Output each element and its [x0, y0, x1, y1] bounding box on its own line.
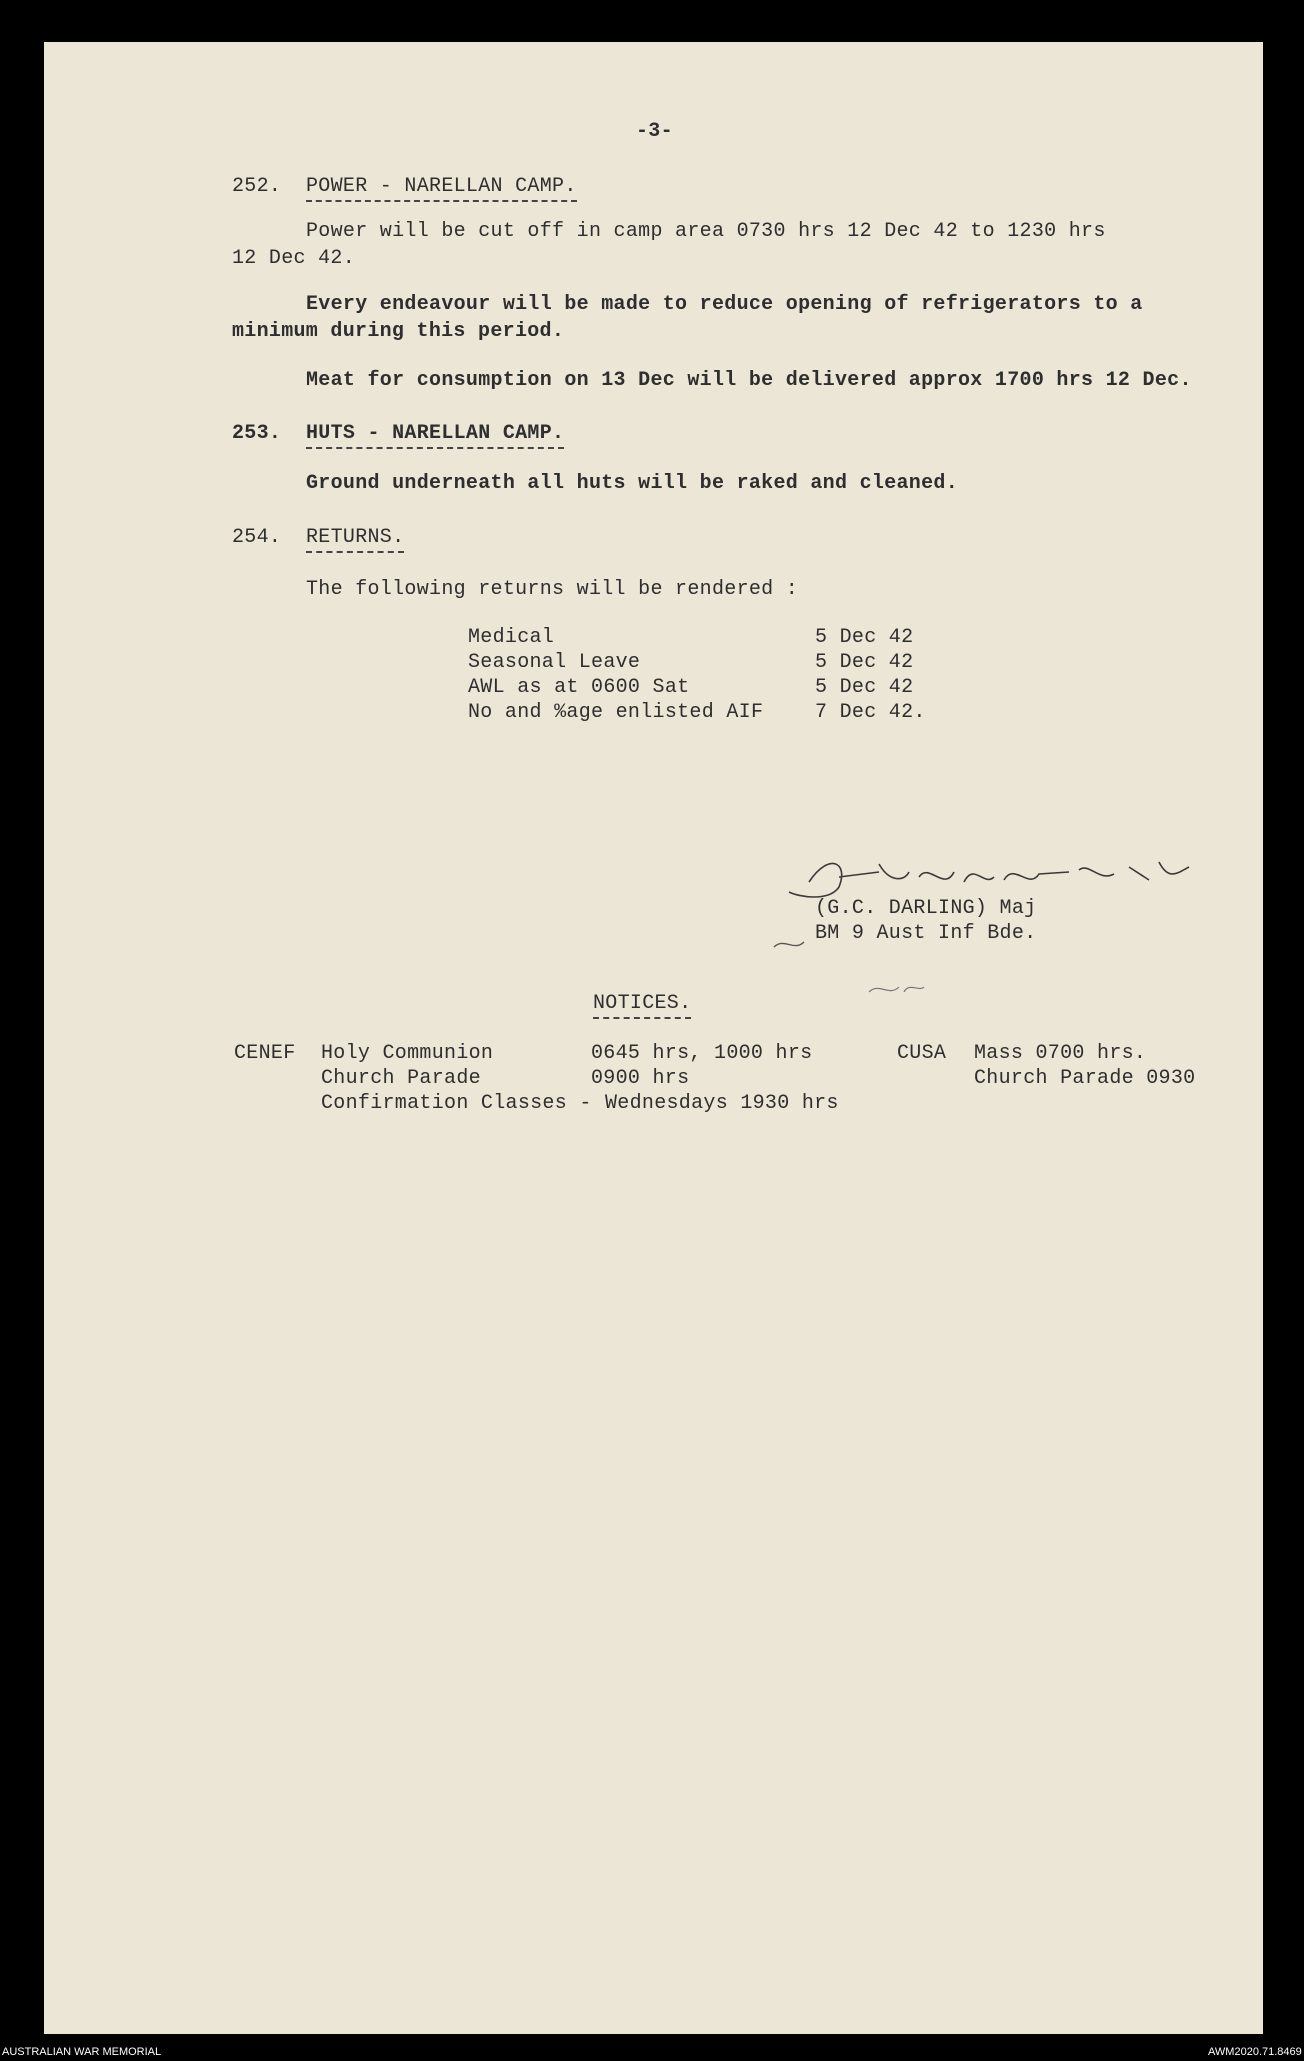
notice-time: 0900 hrs [591, 1067, 690, 1090]
returns-item: AWL as at 0600 Sat [468, 676, 690, 699]
signature-title: BM 9 Aust Inf Bde. [815, 922, 1037, 945]
returns-date: 5 Dec 42 [815, 626, 914, 649]
returns-item: No and %age enlisted AIF [468, 701, 764, 724]
item-heading: RETURNS. [306, 526, 404, 553]
notice-time: Wednesdays 1930 hrs [605, 1092, 839, 1115]
notice-event: Church Parade 0930 [974, 1067, 1196, 1090]
notice-event: Church Parade [321, 1067, 481, 1090]
paragraph-line: Every endeavour will be made to reduce opening of refrigerators to a [306, 293, 1143, 316]
paragraph-line: Ground underneath all huts will be raked and cleaned. [306, 472, 959, 495]
returns-item: Medical [468, 626, 555, 649]
item-number: 253. [232, 422, 282, 445]
signature-name: (G.C. DARLING) Maj [815, 897, 1037, 920]
document-page [44, 42, 1263, 2034]
notice-event: Mass 0700 hrs. [974, 1042, 1147, 1065]
paragraph-line: minimum during this period. [232, 320, 565, 343]
paragraph-line: Power will be cut off in camp area 0730 hrs 12 Dec 42 to 1230 hrs [306, 220, 1106, 243]
notice-time: 0645 hrs, 1000 hrs [591, 1042, 813, 1065]
item-heading: HUTS - NARELLAN CAMP. [306, 422, 564, 449]
item-number: 254. [232, 526, 282, 549]
paragraph-line: The following returns will be rendered : [306, 578, 799, 601]
notice-label-cenef: CENEF [234, 1042, 296, 1065]
footer-right: AWM2020.71.8469 [1208, 2046, 1302, 2058]
returns-date: 5 Dec 42 [815, 651, 914, 674]
returns-item: Seasonal Leave [468, 651, 641, 674]
returns-date: 5 Dec 42 [815, 676, 914, 699]
item-heading: POWER - NARELLAN CAMP. [306, 175, 577, 202]
returns-date: 7 Dec 42. [815, 701, 926, 724]
page-number: -3- [636, 120, 673, 143]
footer-left: AUSTRALIAN WAR MEMORIAL [2, 2046, 162, 2058]
paragraph-line: 12 Dec 42. [232, 247, 356, 270]
notices-heading: NOTICES. [593, 992, 691, 1019]
notice-label-cusa: CUSA [897, 1042, 947, 1065]
paragraph-line: Meat for consumption on 13 Dec will be delivered approx 1700 hrs 12 Dec. [306, 369, 1192, 392]
notice-event: Holy Communion [321, 1042, 494, 1065]
item-number: 252. [232, 175, 282, 198]
notice-event: Confirmation Classes - [321, 1092, 592, 1115]
